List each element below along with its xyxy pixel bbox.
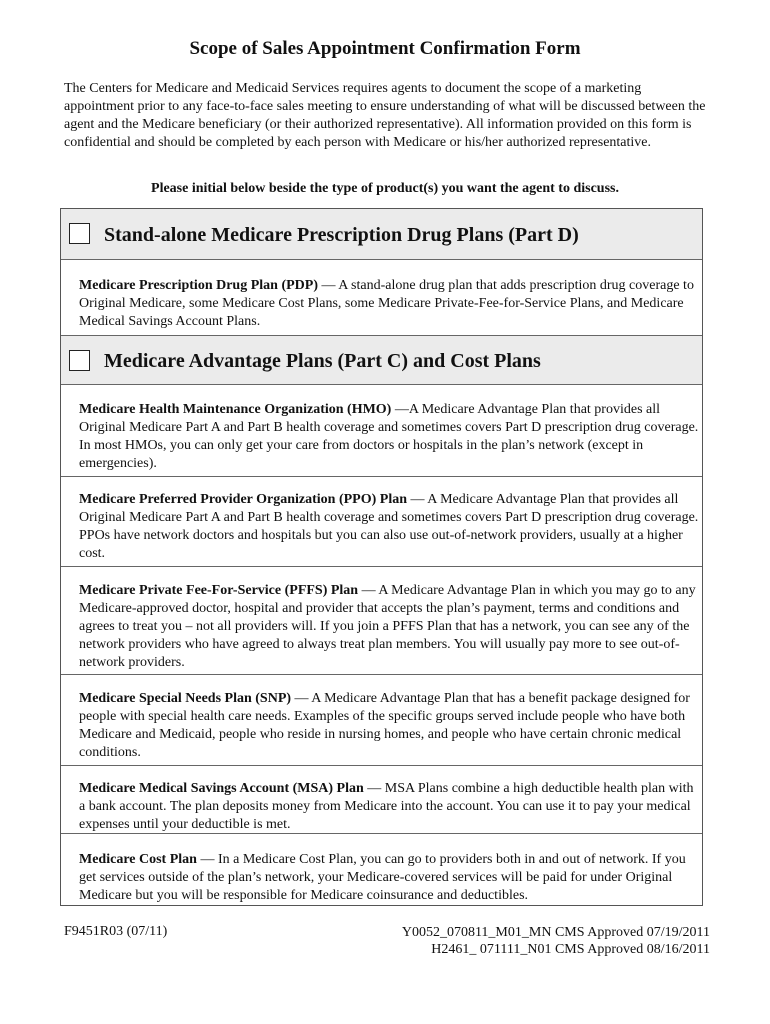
entry-cost-plan [79, 851, 699, 905]
entry-text: — MSA Plans combine a high deductible health plan with a bank account. The plan deposits money from Medicare into the account. You can use it to pay your medical expenses until your deductible is met. [79, 781, 694, 832]
section-heading-part-d: Stand-alone Medicare Prescription Drug Plans (Part D) [104, 224, 579, 246]
entry-pffs [79, 582, 699, 672]
approval-code-1: Y0052_070811_M01_MN CMS Approved 07/19/2011 [401, 925, 710, 940]
entry-term: Medicare Special Needs Plan (SNP) [79, 691, 292, 706]
entry-pdp [79, 277, 699, 331]
entry-ppo [79, 491, 699, 563]
entry-term: Medicare Private Fee-For-Service (PFFS) Plan [79, 583, 359, 598]
form-number: F9451R03 (07/11) [64, 924, 168, 939]
divider [61, 833, 702, 834]
divider [61, 566, 702, 567]
entry-text: — In a Medicare Cost Plan, you can go to providers both in and out of network. If you get services outside of the plan’s network, your Medicare-covered services will be paid for under Original Medicare but you will be responsible for Medicare coinsurance and deductibles. [79, 852, 686, 903]
entry-term: Medicare Medical Savings Account (MSA) Plan [79, 781, 364, 796]
entry-term: Medicare Cost Plan [79, 852, 197, 867]
entry-msa [79, 780, 699, 834]
divider [61, 476, 702, 477]
section-header-part-d [61, 209, 702, 260]
entry-snp [79, 690, 699, 762]
approval-codes [402, 924, 710, 958]
instruction-text: Please initial below beside the type of product(s) you want the agent to discuss. [151, 181, 619, 196]
entry-hmo [79, 401, 699, 473]
entry-text: —A Medicare Advantage Plan that provides all Original Medicare Part A and Part B health coverage and sometimes covers Part D prescription drug coverage. In most HMOs, you can only get your care from doctors or hospitals in the plan’s network (except in emergencies). [79, 402, 699, 471]
page-title: Scope of Sales Appointment Confirmation Form [189, 38, 581, 59]
entry-text: — A Medicare Advantage Plan that provides all Original Medicare Part A and Part B health coverage and sometimes covers Part D prescription drug coverage. PPOs have network doctors and hospitals but you can also use out-of-network providers, usually at a higher cost. [79, 492, 699, 561]
entry-term: Medicare Preferred Provider Organization (PPO) Plan [79, 492, 408, 507]
entry-text: — A stand-alone drug plan that adds prescription drug coverage to Original Medicare, some Medicare Cost Plans, some Medicare Private-Fee-for-Service Plans, and Medicare Medical Savings Account Plans. [79, 278, 694, 329]
section-header-part-c [61, 335, 702, 385]
entry-text: — A Medicare Advantage Plan that has a benefit package designed for people with special health care needs. Examples of the specific groups served include people who have both Medicare and Medicaid, people who reside in nursing homes, and people who have certain chronic medical conditions. [79, 691, 690, 760]
entry-term: Medicare Health Maintenance Organization (HMO) [79, 402, 392, 417]
part-c-checkbox[interactable] [69, 350, 90, 371]
section-heading-part-c: Medicare Advantage Plans (Part C) and Cost Plans [104, 350, 541, 372]
entry-text: — A Medicare Advantage Plan in which you may go to any Medicare-approved doctor, hospital and provider that accepts the plan’s payment, terms and conditions and agrees to treat you – not all providers will. If you join a PFFS Plan that has a network, you can see any of the network providers who have agreed to always treat plan members. You will usually pay more to see out-of-network providers. [79, 583, 696, 670]
approval-code-2: H2461_ 071111_N01 CMS Approved 08/16/2011 [431, 942, 710, 957]
intro-paragraph: The Centers for Medicare and Medicaid Services requires agents to document the scope of a marketing appointment prior to any face-to-face sales meeting to ensure understanding of what will be discussed between the agent and the Medicare beneficiary (or their authorized representative). All information provided on this form is confidential and should be completed by each person with Medicare or his/her authorized representative. [64, 81, 706, 150]
part-d-checkbox[interactable] [69, 223, 90, 244]
divider [61, 674, 702, 675]
divider [61, 765, 702, 766]
product-selection-box [60, 208, 703, 906]
entry-term: Medicare Prescription Drug Plan (PDP) [79, 278, 318, 293]
